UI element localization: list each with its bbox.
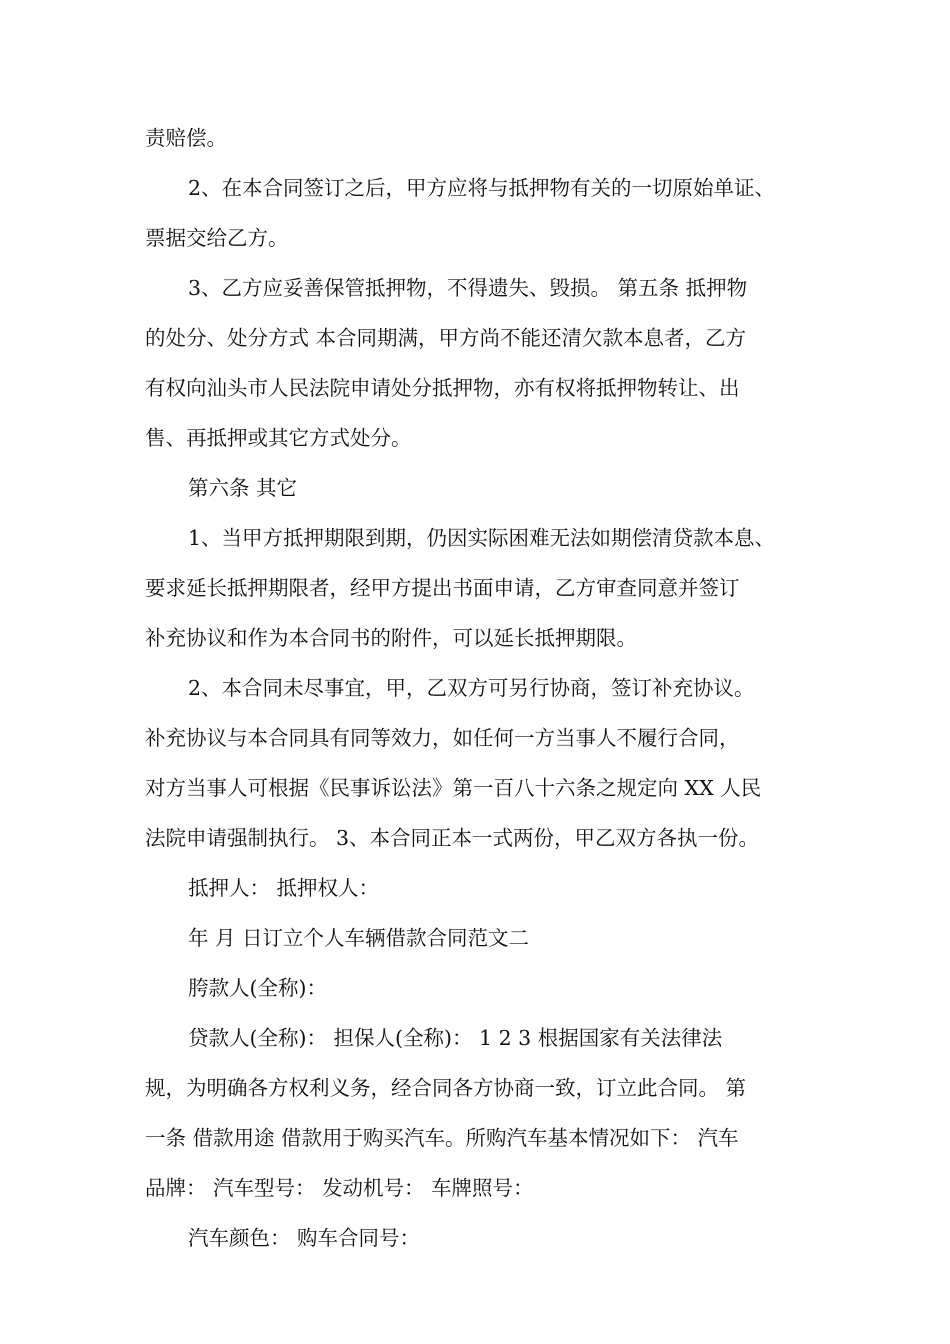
text-line: 的处分、处分方式 本合同期满，甲方尚不能还清欠款本息者，乙方 <box>145 326 747 350</box>
section-heading: 第六条 其它 <box>188 476 298 500</box>
text-line: 2、本合同未尽事宜，甲，乙双方可另行协商，签订补充协议。 <box>188 676 755 700</box>
text-line: 票据交给乙方。 <box>145 226 289 250</box>
text-line: 补充协议与本合同具有同等效力，如任何一方当事人不履行合同， <box>145 726 740 750</box>
signature-line: 抵押人： 抵押权人： <box>188 876 380 900</box>
text-line: 要求延长抵押期限者，经甲方提出书面申请，乙方审查同意并签订 <box>145 576 740 600</box>
date-title-line: 年 月 日订立个人车辆借款合同范文二 <box>188 926 530 950</box>
text-line: 胯款人(全称)： <box>188 976 327 1000</box>
text-line: 售、再抵押或其它方式处分。 <box>145 426 412 450</box>
text-line: 品牌： 汽车型号： 发动机号： 车牌照号： <box>145 1176 534 1200</box>
text-line: 对方当事人可根据《民事诉讼法》第一百八十六条之规定向 XX 人民 <box>145 776 762 800</box>
text-line: 规，为明确各方权利义务，经合同各方协商一致，订立此合同。 第 <box>145 1076 747 1100</box>
text-line: 3、乙方应妥善保管抵押物，不得遗失、毁损。 第五条 抵押物 <box>188 276 748 300</box>
text-line: 1、当甲方抵押期限到期，仍因实际困难无法如期偿清贷款本息、 <box>188 526 776 550</box>
text-line: 2、在本合同签订之后，甲方应将与抵押物有关的一切原始单证、 <box>188 176 776 200</box>
text-line: 一条 借款用途 借款用于购买汽车。所购汽车基本情况如下： 汽车 <box>145 1126 739 1150</box>
text-line: 责赔偿。 <box>145 126 227 150</box>
text-line: 汽车颜色： 购车合同号： <box>188 1226 421 1250</box>
text-line: 贷款人(全称)： 担保人(全称)： 1 2 3 根据国家有关法律法 <box>188 1026 723 1050</box>
text-line: 有权向汕头市人民法院申请处分抵押物，亦有权将抵押物转让、出 <box>145 376 740 400</box>
text-line: 补充协议和作为本合同书的附件，可以延长抵押期限。 <box>145 626 637 650</box>
text-line: 法院申请强制执行。 3、本合同正本一式两份，甲乙双方各执一份。 <box>145 826 760 850</box>
